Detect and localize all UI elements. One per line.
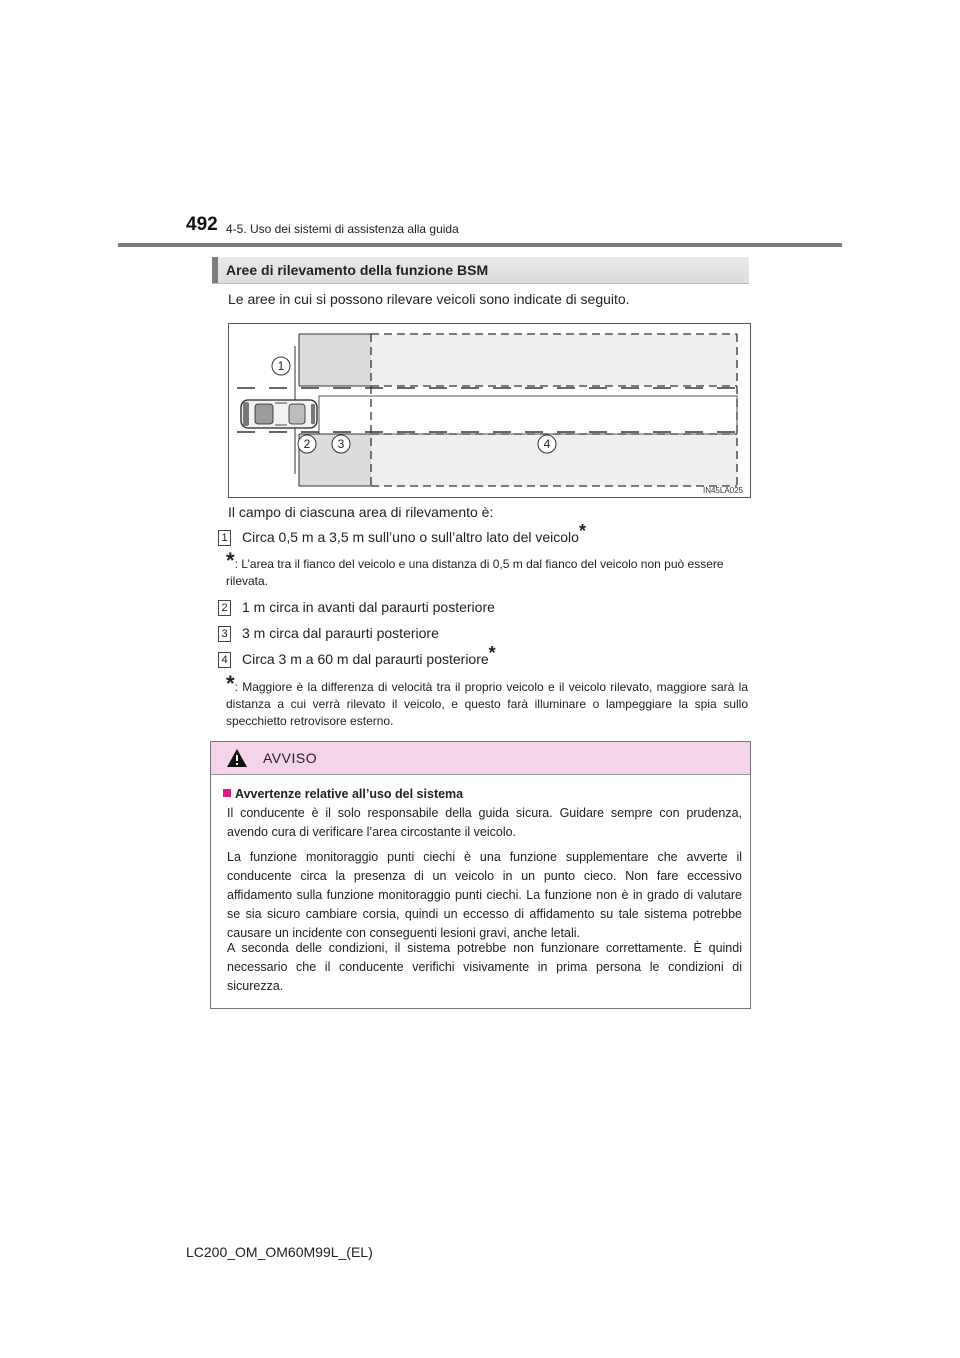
diagram-svg [229,324,750,497]
intro-text: Le aree in cui si possono rilevare veicoli sono indicate di seguito. [228,291,630,307]
warning-subtitle [223,785,738,804]
section-title: Aree di rilevamento della funzione BSM [226,262,489,278]
item-number: 4 [218,652,231,668]
warning-box [210,741,751,1009]
footnote-text: : Maggiore è la differenza di velocità tra il proprio veicolo e il veicolo rilevato, maggiore sarà la distanza a cui verrà rilevato il veicolo, e questo farà illuminare o lampeggiare la spia sullo specchietto retrovisore esterno. [226,680,748,728]
heading-bar [212,257,218,283]
zone-upper-near [299,334,371,386]
callout-3: 3 [337,437,345,451]
item-text: 1 m circa in avanti dal paraurti posteriore [242,599,495,615]
warning-triangle-icon [226,748,248,768]
footnote-star: * [488,643,496,663]
item-text: Circa 0,5 m a 3,5 m sull’uno o sull’altro lato del veicolo [242,529,579,545]
warning-paragraph: La funzione monitoraggio punti ciechi è una funzione supplementare che avverte il conducente circa la presenza di un veicolo in un punto cieco. Non fare eccessivo affidamento sulla funzione monitoraggio punti ciechi. La funzione non è in grado di valutare se sia sicuro cambiare corsia, quindi un eccesso di affidamento su tale sistema potrebbe causare un incidente con conseguenti lesioni gravi, anche letali. [227,850,742,940]
item-text: 3 m circa dal paraurti posteriore [242,625,439,641]
footnote-mark: * [226,548,235,573]
footnote [226,548,748,590]
own-lane-area [319,396,737,434]
document-code: LC200_OM_OM60M99L_(EL) [186,1244,373,1260]
item-number: 3 [218,626,231,642]
item-text: Circa 3 m a 60 m dal paraurti posteriore [242,651,489,667]
callout-2: 2 [303,437,311,451]
warning-paragraph: Il conducente è il solo responsabile della guida sicura. Guidare sempre con prudenza, avendo cura di verificare l’area circostante il veicolo. [227,806,742,839]
square-bullet-icon [223,789,231,797]
warning-title: AVVISO [263,750,318,766]
car-icon [241,400,317,428]
footnote-text: : L’area tra il fianco del veicolo e una distanza di 0,5 m dal fianco del veicolo non può essere rilevata. [226,557,724,588]
item-number: 2 [218,600,231,616]
callout-1: 1 [277,359,285,373]
warning-subtitle-text: Avvertenze relative all’uso del sistema [235,787,464,801]
section-path: 4-5. Uso dei sistemi di assistenza alla guida [226,222,459,236]
item-number: 1 [218,530,231,546]
diagram-code: IN45LA025 [702,486,743,495]
warning-paragraph: A seconda delle condizioni, il sistema potrebbe non funzionare correttamente. È quindi necessario che il conducente verifichi visivamente in prima persona le condizioni di sicurezza. [227,941,742,993]
page-number: 492 [186,214,218,235]
zone-upper-far [371,334,737,386]
header-rule [118,243,842,247]
section-heading [212,257,749,284]
footnote-mark: * [226,671,235,696]
footnote-star: * [578,521,586,541]
range-intro: Il campo di ciascuna area di rilevamento è: [228,504,494,520]
warning-header [211,742,750,775]
footnote [226,671,748,730]
bsm-detection-diagram [228,323,751,498]
callout-4: 4 [543,437,551,451]
